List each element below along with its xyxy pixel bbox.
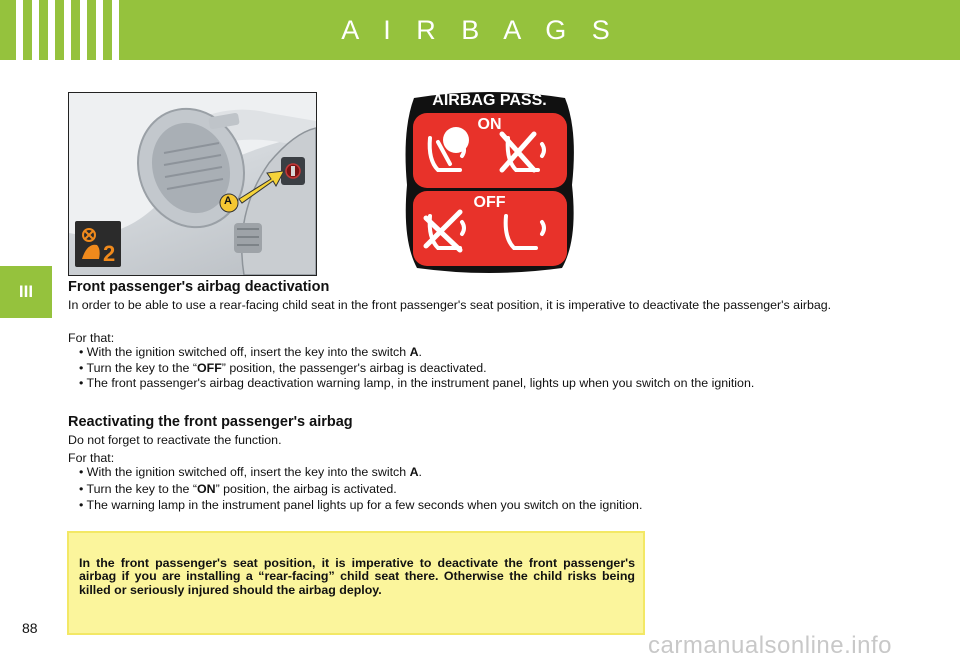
section2-intro: Do not forget to reactivate the function. — [68, 433, 282, 447]
airbag-on-label: ON — [477, 116, 502, 133]
warning-box — [67, 531, 645, 635]
section2-for-that: For that: — [68, 451, 115, 465]
switch-callout-label: A — [224, 195, 232, 207]
section1-bullet-2: • Turn the key to the “OFF” position, the passenger's airbag is deactivated. — [79, 361, 487, 375]
warning-text: In the front passenger's seat position, it is imperative to deactivate the front passenger's airbag if you are installing a “rear-facing” child seat there. Otherwise the child risks being killed or seriously injured should the airbag deploy. — [79, 556, 635, 597]
dashboard-photo — [68, 92, 317, 276]
section2-bullet-2: • Turn the key to the “ON” position, the airbag is activated. — [79, 482, 397, 496]
section2-bullet-3: • The warning lamp in the instrument panel lights up for a few seconds when you switch on the ignition. — [79, 498, 643, 512]
header-band — [0, 0, 960, 60]
warning-lamp-digit: 2 — [103, 241, 116, 266]
section2-bullet-1: • With the ignition switched off, insert the key into the switch A. — [79, 465, 422, 479]
section1-bullet-1: • With the ignition switched off, insert the key into the switch A. — [79, 345, 422, 359]
section1-for-that: For that: — [68, 331, 115, 345]
section1-bullet-3: • The front passenger's airbag deactivation warning lamp, in the instrument panel, lights up when you switch on the ignition. — [79, 376, 755, 390]
airbag-off-label: OFF — [473, 194, 506, 211]
page-number: 88 — [22, 620, 38, 636]
airbag-pass-label: AIRBAG PASS. — [432, 92, 547, 109]
section1-heading: Front passenger's airbag deactivation — [68, 279, 330, 295]
page-title: A I R B A G S — [341, 15, 619, 45]
section1-intro: In order to be able to use a rear-facing child seat in the front passenger's seat position, it is imperative to deactivate the passenger's airbag. — [68, 298, 832, 312]
watermark: carmanualsonline.info — [648, 632, 892, 659]
chapter-tab: III — [0, 266, 52, 318]
section2-heading: Reactivating the front passenger's airbag — [68, 414, 353, 430]
airbag-pass-indicator — [402, 90, 577, 273]
